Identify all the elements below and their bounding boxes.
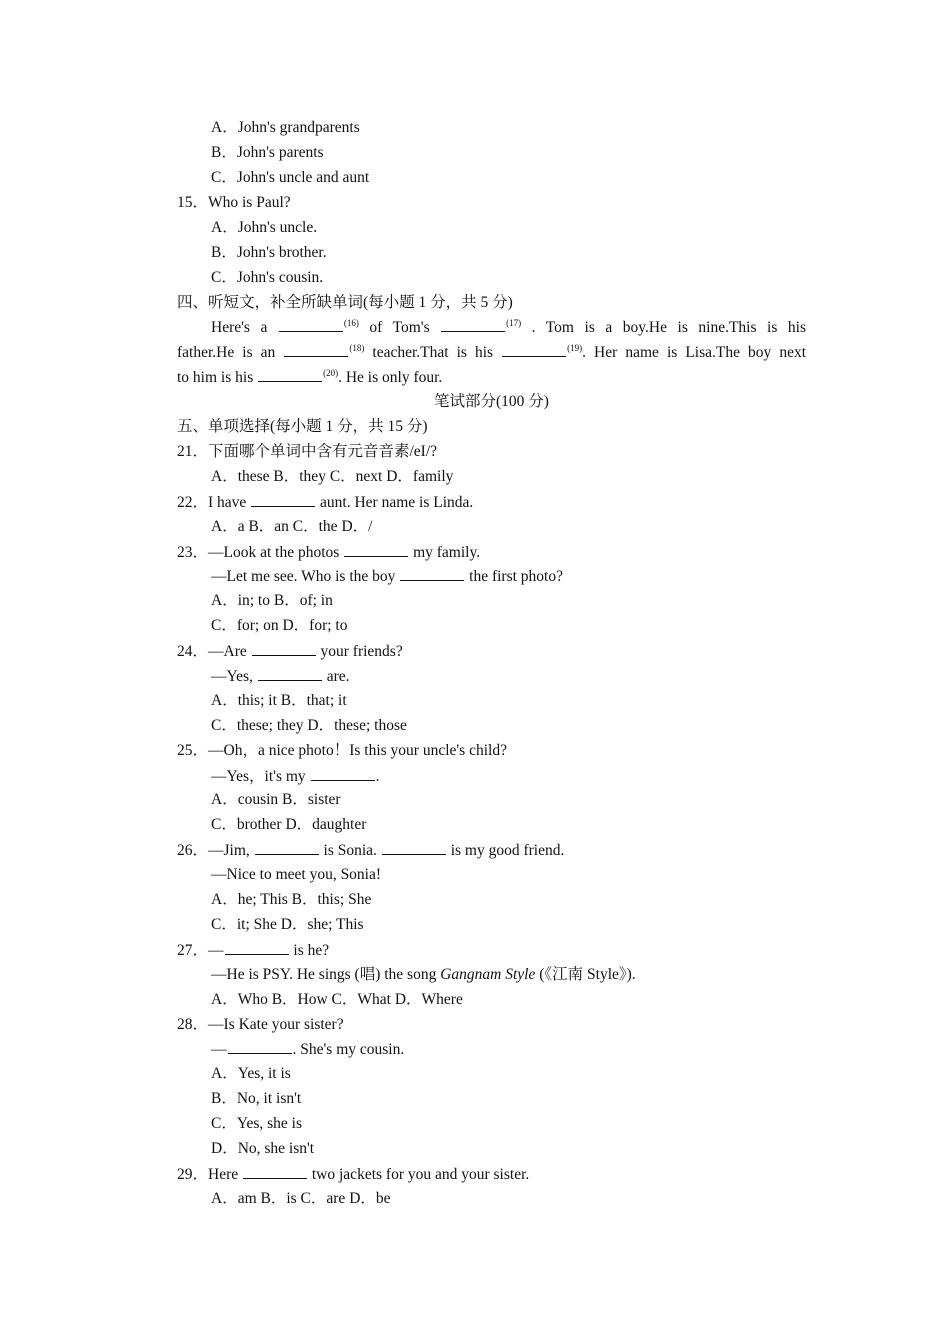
q26-options-2: C．it; She D．she; This — [211, 916, 364, 933]
q28-option-a: A．Yes, it is — [211, 1065, 291, 1082]
q24-blank-2[interactable] — [258, 666, 322, 681]
q28-line-2: — . She's my cousin. — [211, 1041, 405, 1058]
q22-options: A．a B．an C．the D．/ — [211, 518, 373, 535]
q24-blank-1[interactable] — [252, 641, 316, 656]
q23-blank-2[interactable] — [400, 566, 464, 581]
passage-line-1: Here's a $^{(16)}$ of Tom's $^{(17)}$ . Tom is a boy.He is nine.This is his — [211, 317, 806, 336]
q26-line-2: —Nice to meet you, Sonia! — [211, 866, 382, 883]
q22-stem: 22．I have aunt. Her name is Linda. — [177, 494, 474, 511]
q27-line-2: —He is PSY. He sings (唱) the song Gangnam Style (《江南 Style》). — [211, 966, 636, 983]
q26-blank-1[interactable] — [255, 840, 319, 855]
blank-16[interactable] — [279, 317, 343, 332]
q15-option-a: A．John's uncle. — [211, 219, 318, 236]
q25-line-1: 25．—Oh，a nice photo！Is this your uncle's child? — [177, 742, 507, 759]
q28-line-1: 28．—Is Kate your sister? — [177, 1016, 344, 1033]
passage-line-2: father.He is an $^{(18)}$ teacher.That is his $^{(19)}$. Her name is Lisa.The boy next — [177, 342, 807, 361]
q25-options-2: C．brother D．daughter — [211, 816, 367, 833]
passage-line-3: to him is his $^{(20)}$. He is only four. — [177, 367, 443, 386]
q22-blank[interactable] — [251, 492, 315, 507]
q24-line-2: —Yes, are. — [211, 668, 350, 685]
blank-17[interactable] — [441, 317, 505, 332]
q23-options-1: A．in; to B．of; in — [211, 592, 333, 609]
q28-blank[interactable] — [228, 1039, 292, 1054]
q23-line-2: —Let me see. Who is the boy the first photo? — [211, 568, 563, 585]
q21-options: A．these B．they C．next D．family — [211, 468, 454, 485]
q28-option-b: B．No, it isn't — [211, 1090, 302, 1107]
q14-option-a: A．John's grandparents — [211, 119, 360, 136]
section5-heading: 五、单项选择(每小题 1 分，共 15 分) — [177, 418, 428, 435]
q27-blank[interactable] — [225, 940, 289, 955]
q24-line-1: 24．—Are your friends? — [177, 643, 403, 660]
q14-option-c: C．John's uncle and aunt — [211, 169, 370, 186]
q26-options-1: A．he; This B．this; She — [211, 891, 372, 908]
q28-option-c: C．Yes, she is — [211, 1115, 303, 1132]
blank-20[interactable] — [258, 367, 322, 382]
q26-blank-2[interactable] — [382, 840, 446, 855]
q29-line-1: 29．Here two jackets for you and your sister. — [177, 1166, 530, 1183]
q14-option-b: B．John's parents — [211, 144, 324, 161]
q29-blank[interactable] — [243, 1164, 307, 1179]
q28-option-d: D．No, she isn't — [211, 1140, 315, 1157]
song-title: Gangnam Style — [440, 966, 536, 983]
q25-options-1: A．cousin B．sister — [211, 791, 341, 808]
q23-blank-1[interactable] — [344, 542, 408, 557]
q23-line-1: 23．—Look at the photos my family. — [177, 544, 481, 561]
written-part-title: 笔试部分(100 分) — [434, 393, 549, 410]
blank-18[interactable] — [284, 342, 348, 357]
q29-options: A．am B．is C．are D．be — [211, 1190, 391, 1207]
q24-options-1: A．this; it B．that; it — [211, 692, 347, 709]
q25-blank[interactable] — [311, 766, 375, 781]
q15-stem: 15．Who is Paul? — [177, 194, 291, 211]
q15-option-c: C．John's cousin. — [211, 269, 324, 286]
blank-19[interactable] — [502, 342, 566, 357]
q24-options-2: C．these; they D．these; those — [211, 717, 407, 734]
q26-line-1: 26．—Jim, is Sonia. is my good friend. — [177, 842, 565, 859]
q15-option-b: B．John's brother. — [211, 244, 327, 261]
q27-options: A．Who B．How C．What D．Where — [211, 991, 463, 1008]
q21-stem: 21．下面哪个单词中含有元音音素/eI/? — [177, 443, 438, 460]
section4-heading: 四、听短文，补全所缺单词(每小题 1 分，共 5 分) — [177, 294, 513, 311]
q25-line-2: —Yes，it's my . — [211, 768, 380, 785]
q23-options-2: C．for; on D．for; to — [211, 617, 348, 634]
q27-line-1: 27．— is he? — [177, 942, 330, 959]
